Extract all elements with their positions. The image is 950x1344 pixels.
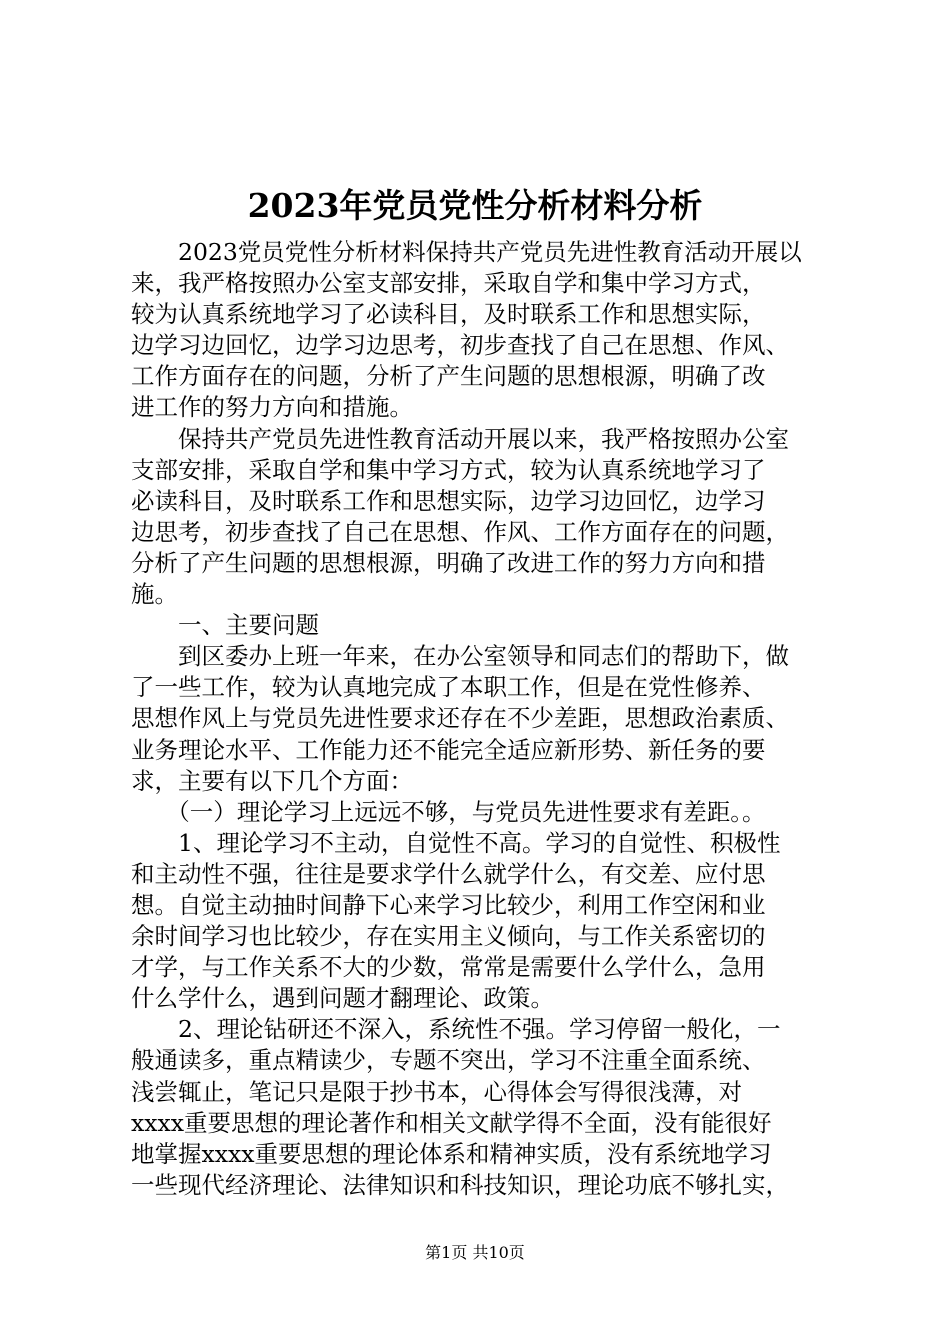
text-line: 保持共产党员先进性教育活动开展以来，我严格按照办公室 bbox=[131, 424, 789, 453]
text-line: 地掌握xxxx重要思想的理论体系和精神实质，没有系统地学习 bbox=[131, 1139, 772, 1168]
text-line: 较为认真系统地学习了必读科目，及时联系工作和思想实际， bbox=[131, 300, 766, 329]
text-line: 必读科目，及时联系工作和思想实际，边学习边回忆，边学习 bbox=[131, 486, 766, 515]
text-line: 才学，与工作关系不大的少数，常常是需要什么学什么，急用 bbox=[131, 953, 766, 982]
text-line: 和主动性不强，往往是要求学什么就学什么，有交差、应付思 bbox=[131, 859, 766, 888]
text-line: 支部安排，采取自学和集中学习方式，较为认真系统地学习了 bbox=[131, 455, 766, 484]
text-line: 求，主要有以下几个方面： bbox=[131, 766, 413, 795]
document-body bbox=[131, 237, 831, 1201]
text-line: 1、理论学习不主动，自觉性不高。学习的自觉性、积极性 bbox=[131, 828, 781, 857]
text-line: xxxx重要思想的理论著作和相关文献学得不全面，没有能很好 bbox=[131, 1108, 772, 1137]
text-line: 2023党员党性分析材料保持共产党员先进性教育活动开展以 bbox=[131, 238, 802, 266]
text-line: 余时间学习也比较少，存在实用主义倾向，与工作关系密切的 bbox=[131, 922, 766, 951]
text-line: 来，我严格按照办公室支部安排，采取自学和集中学习方式， bbox=[131, 269, 766, 298]
text-line: 到区委办上班一年来，在办公室领导和同志们的帮助下，做 bbox=[131, 642, 789, 671]
text-line: 边思考，初步查找了自己在思想、作风、工作方面存在的问题， bbox=[131, 517, 789, 546]
text-line: 边学习边回忆，边学习边思考，初步查找了自己在思想、作风、 bbox=[131, 331, 789, 360]
text-line: 工作方面存在的问题，分析了产生问题的思想根源，明确了改 bbox=[131, 362, 766, 391]
subsection-heading: （一）理论学习上远远不够，与党员先进性要求有差距。。 bbox=[131, 797, 766, 826]
section-heading: 一、主要问题 bbox=[131, 611, 319, 640]
text-line: 施。 bbox=[131, 580, 178, 609]
text-line: 业务理论水平、工作能力还不能完全适应新形势、新任务的要 bbox=[131, 735, 766, 764]
text-line: 般通读多，重点精读少，专题不突出，学习不注重全面系统、 bbox=[131, 1046, 766, 1075]
text-line: 2、理论钻研还不深入，系统性不强。学习停留一般化，一 bbox=[131, 1015, 781, 1044]
text-line: 分析了产生问题的思想根源，明确了改进工作的努力方向和措 bbox=[131, 548, 766, 577]
text-line: 什么学什么，遇到问题才翻理论、政策。 bbox=[131, 984, 554, 1013]
text-line: 思想作风上与党员先进性要求还存在不少差距，思想政治素质、 bbox=[131, 704, 789, 733]
text-line: 进工作的努力方向和措施。 bbox=[131, 393, 413, 422]
text-line: 了一些工作，较为认真地完成了本职工作，但是在党性修养、 bbox=[131, 673, 766, 702]
document-title: 2023年党员党性分析材料分析 bbox=[247, 186, 703, 225]
page-footer: 第1页 共10页 bbox=[425, 1243, 525, 1262]
text-line: 一些现代经济理论、法律知识和科技知识，理论功底不够扎实， bbox=[131, 1170, 789, 1199]
text-line: 想。自觉主动抽时间静下心来学习比较少，利用工作空闲和业 bbox=[131, 890, 766, 919]
text-line: 浅尝辄止，笔记只是限于抄书本，心得体会写得很浅薄，对 bbox=[131, 1077, 742, 1106]
